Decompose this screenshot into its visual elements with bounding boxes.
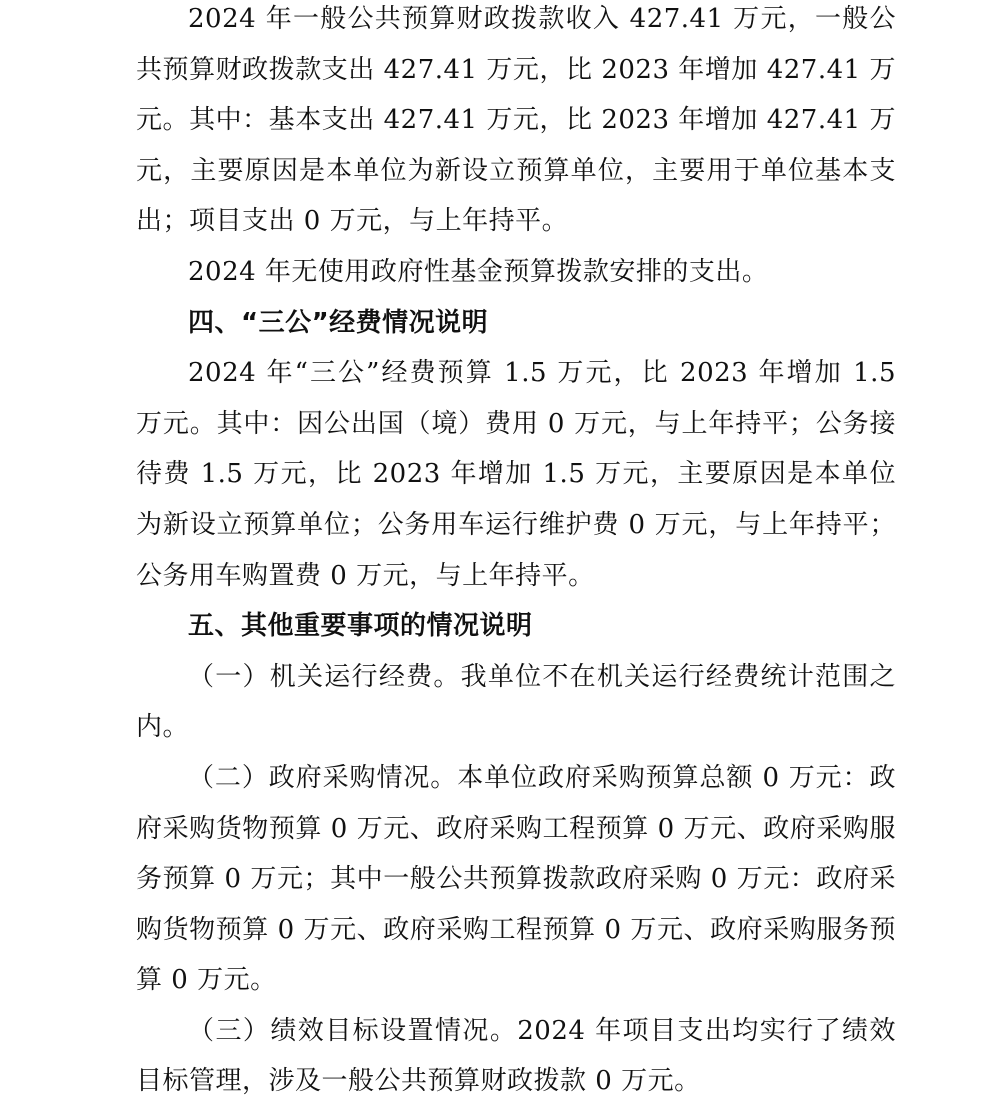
paragraph-government-fund: 2024 年无使用政府性基金预算拨款安排的支出。 — [188, 256, 769, 287]
paragraph-budget-appropriation: 2024 年一般公共预算财政拨款收入 427.41 万元，一般公共预算财政拨款支出 427.41 万元，比 2023 年增加 427.41 万元。其中：基本支出 427.41 万元，比 2023 年增加 427.41 万元，主要原因是本单位为新设立预算单位，主要用于单位基本支出；项目支出 0 万元，与上年持平。 — [136, 4, 896, 237]
paragraph-government-procurement: （二）政府采购情况。本单位政府采购预算总额 0 万元：政府采购货物预算 0 万元、政府采购工程预算 0 万元、政府采购服务预算 0 万元；其中一般公共预算拨款政府采购 0 万元：政府采购货物预算 0 万元、政府采购工程预算 0 万元、政府采购服务预算 0 万元。 — [136, 762, 896, 996]
paragraph-three-public-expenses: 2024 年“三公”经费预算 1.5 万元，比 2023 年增加 1.5 万元。其中：因公出国（境）费用 0 万元，与上年持平；公务接待费 1.5 万元，比 2023 年增加 1.5 万元，主要原因是本单位为新设立预算单位；公务用车运行维护费 0 万元，与上年持平；公务用车购置费 0 万元，与上年持平。 — [136, 358, 896, 591]
paragraph-operating-expenses: （一）机关运行经费。我单位不在机关运行经费统计范围之内。 — [136, 661, 896, 743]
section-heading-other-matters: 五、其他重要事项的情况说明 — [188, 611, 533, 642]
paragraph-performance-targets: （三）绩效目标设置情况。2024 年项目支出均实行了绩效目标管理，涉及一般公共预算财政拨款 0 万元。 — [136, 1015, 896, 1097]
document-body — [136, 0, 896, 1107]
section-heading-three-public: 四、“三公”经费情况说明 — [188, 307, 489, 338]
